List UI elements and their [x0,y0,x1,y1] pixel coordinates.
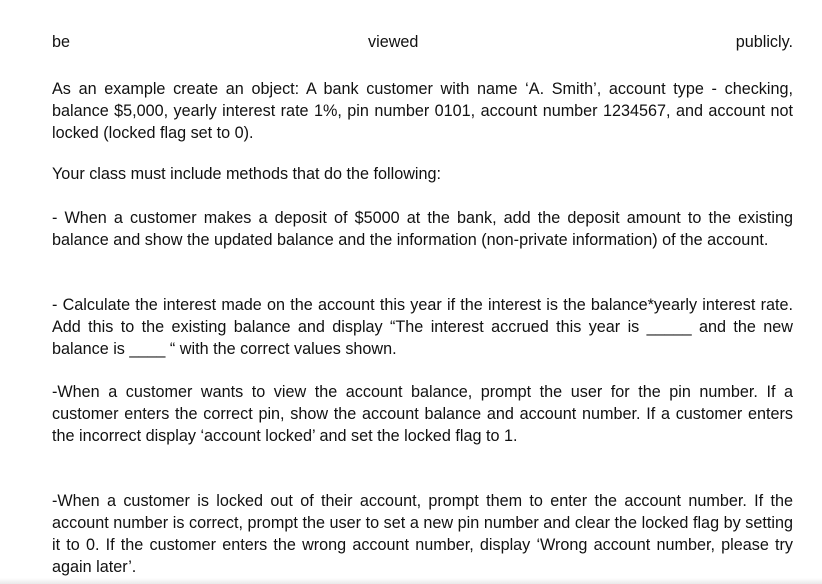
deposit-requirement-paragraph: - When a customer makes a deposit of $5000 at the bank, add the deposit amount to the existing balance and show the updated balance and the information (non-private information) of the account. [52,209,793,249]
word-viewed: viewed [368,33,419,51]
justified-line-fragment [52,33,793,55]
word-be: be [52,33,71,51]
bottom-edge-shadow [0,578,822,584]
interest-requirement-paragraph: - Calculate the interest made on the account this year if the interest is the balance*yearly interest rate. Add this to the existing balance and display “The interest accrued this year is _____ and the new balance is ____ “ with the correct values shown. [52,296,793,358]
example-paragraph: As an example create an object: A bank customer with name ‘A. Smith’, account type - checking, balance $5,000, yearly interest rate 1%, pin number 0101, account number 1234567, and account not locked (locked flag set to 0). [52,80,793,142]
methods-intro-paragraph: Your class must include methods that do the following: [52,165,442,183]
view-balance-requirement-paragraph: -When a customer wants to view the account balance, prompt the user for the pin number. If a customer enters the correct pin, show the account balance and account number. If a customer enters the incorrect display ‘account locked’ and set the locked flag to 1. [52,383,793,445]
locked-out-requirement-paragraph: -When a customer is locked out of their account, prompt them to enter the account number. If the account number is correct, prompt the user to set a new pin number and clear the locked flag by setting it to 0. If the customer enters the wrong account number, display ‘Wrong account number, please try again later’. [52,492,793,576]
word-publicly: publicly. [735,33,793,51]
